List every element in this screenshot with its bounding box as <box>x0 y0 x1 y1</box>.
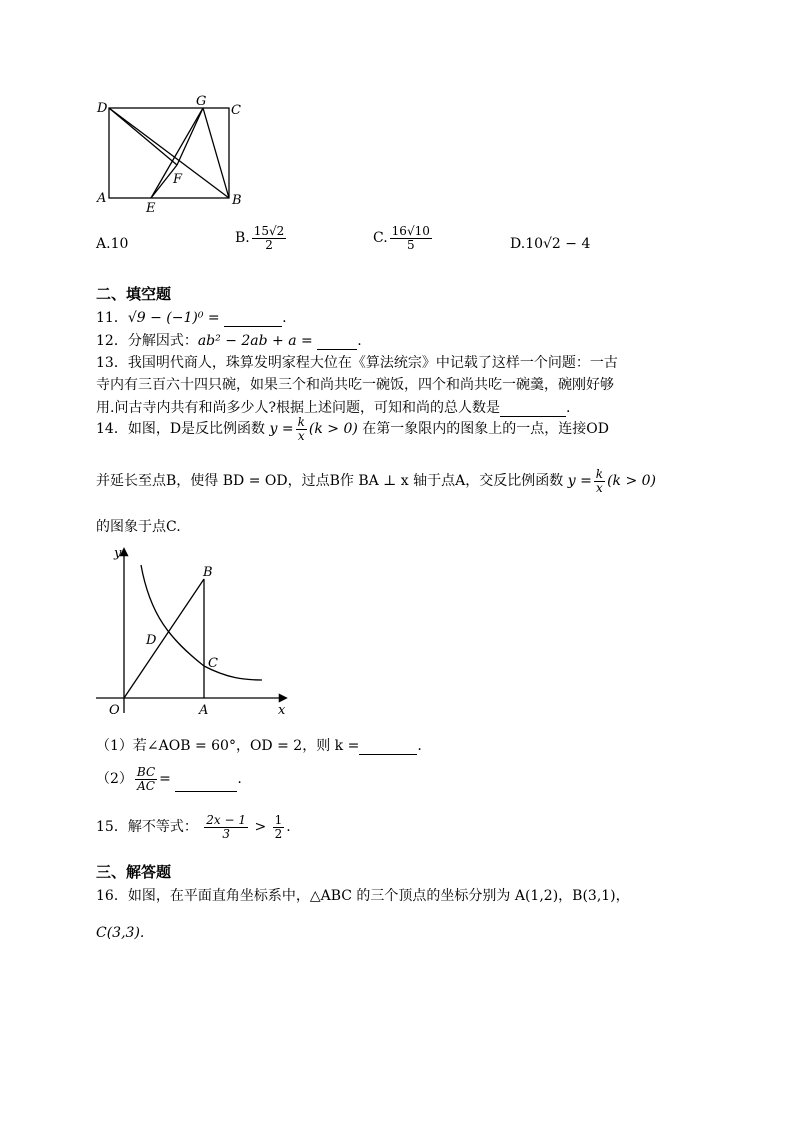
figure-rectangle <box>95 92 255 217</box>
question-12: 12．分解因式：ab² − 2ab + a = . <box>96 333 362 349</box>
label-y: y <box>114 546 122 561</box>
option-a[interactable]: A.10 <box>96 236 129 252</box>
label-G: G <box>196 94 207 109</box>
option-b[interactable]: B. $\frac{15√2}{2}$ <box>235 224 285 252</box>
label-E: E <box>146 201 156 216</box>
label-A: A <box>97 191 107 206</box>
label-B: B <box>203 565 213 580</box>
option-c[interactable]: C. $\frac{16√10}{5}$ <box>373 224 430 252</box>
question-15: 15．解不等式： $\frac{2x - 1}{3}$ > $\frac{1}{2}$ . <box>96 813 291 841</box>
question-14-sub1: （1）若∠AOB = 60°，OD = 2，则 k = . <box>96 738 422 754</box>
section-3-title: 三、解答题 <box>96 863 172 881</box>
label-O: O <box>109 703 120 718</box>
segment-FG <box>177 108 203 165</box>
segment-DF <box>109 108 177 165</box>
label-C: C <box>208 656 218 671</box>
question-11: 11．√9 − (−1)⁰ = . <box>96 310 287 326</box>
question-14-sub2: （2） $\frac{BC}{AC}$ = . <box>96 765 242 793</box>
label-x: x <box>278 703 286 718</box>
label-D: D <box>97 101 108 116</box>
label-F: F <box>173 172 183 187</box>
question-16-line1: 16．如图，在平面直角坐标系中，△ABC 的三个顶点的坐标分别为 A(1,2)，B(3,1)， <box>96 888 630 904</box>
question-13-line3: 用.问古寺内共有和尚多少人?根据上述问题，可知和尚的总人数是 . <box>96 400 571 416</box>
question-14-line3: 的图象于点C. <box>96 519 181 535</box>
answer-blank-12[interactable] <box>317 335 357 350</box>
label-C: C <box>231 103 241 118</box>
question-14-line2: 并延长至点B，使得 BD = OD，过点B作 BA ⊥ x 轴于点A，交反比例函数 y = $\frac{k}{x}$ (k > 0) <box>96 467 657 495</box>
figure-hyperbola <box>92 543 292 718</box>
segment-GB <box>203 108 229 198</box>
question-16-line2: C(3,3). <box>96 925 145 941</box>
label-B: B <box>232 193 242 208</box>
answer-blank-11[interactable] <box>224 312 282 327</box>
question-14-line1: 14．如图，D是反比例函数 y = $\frac{k}{x}$ (k > 0) 在第一象限内的图象上的一点，连接OD <box>96 415 609 443</box>
answer-blank-14-2[interactable] <box>175 777 237 792</box>
segment-DB <box>109 108 229 198</box>
option-d[interactable]: D.10√2 − 4 <box>510 236 591 252</box>
section-2-title: 二、填空题 <box>96 285 172 303</box>
label-A: A <box>199 703 209 718</box>
label-D: D <box>146 633 157 648</box>
answer-blank-13[interactable] <box>500 402 566 417</box>
segment-OB <box>124 579 204 698</box>
question-13-line2: 寺内有三百六十四只碗，如果三个和尚共吃一碗饭，四个和尚共吃一碗羹，碗刚好够 <box>96 377 614 393</box>
answer-blank-14-1[interactable] <box>359 740 417 755</box>
question-13-line1: 13．我国明代商人，珠算发明家程大位在《算法统宗》中记载了这样一个问题：一古 <box>96 355 618 371</box>
